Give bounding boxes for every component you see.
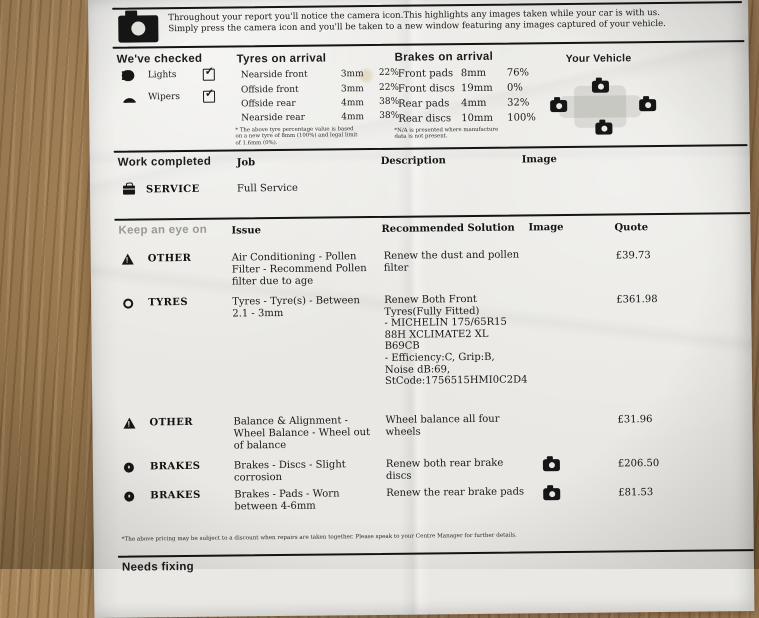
- column-header-description: Description: [380, 155, 446, 167]
- section-title-work-completed: Work completed: [117, 155, 212, 169]
- issue-row-quote: £39.73: [615, 250, 651, 262]
- brake-depth: 4mm: [461, 97, 487, 110]
- brake-percent: 100%: [507, 112, 536, 124]
- toolbox-icon: [123, 186, 135, 195]
- issue-row-category: OTHER: [149, 416, 194, 429]
- section-title-weve-checked: We've checked: [116, 52, 203, 66]
- tyre-percent: 22%: [378, 67, 399, 78]
- headlight-icon: [122, 69, 138, 81]
- divider: [118, 549, 754, 558]
- tyre-percent: 22%: [378, 82, 400, 93]
- tyre-position: Offside front: [240, 84, 299, 96]
- work-row-category: SERVICE: [145, 183, 200, 196]
- brake-component: Rear pads: [398, 98, 450, 110]
- camera-icon-image[interactable]: [543, 459, 560, 471]
- vehicle-outline: [559, 95, 641, 118]
- tyre-percent: 38%: [379, 110, 400, 121]
- tyre-percent: 38%: [379, 96, 400, 107]
- brake-component: Rear discs: [398, 113, 452, 125]
- issue-row-quote: £31.96: [617, 414, 653, 426]
- section-title-needs-fixing: Needs fixing: [121, 560, 195, 574]
- tyre-position: Nearside front: [240, 69, 308, 81]
- pricing-footnote: *The above pricing may be subject to a discount when repairs are taken together. Please speak to your Centre Manager for further details.: [121, 532, 517, 543]
- tyre-depth: 3mm: [340, 84, 364, 95]
- checked-item-label: Wipers: [147, 92, 181, 103]
- issue-row-category: BRAKES: [149, 460, 201, 473]
- brakes-footnote: *N/A is presented where manufacture data is not present.: [394, 126, 499, 141]
- brake-percent: 76%: [506, 67, 530, 79]
- intro-text: Throughout your report you'll notice the camera icon.This highlights any images taken while your car is with us. Simply press the camera icon and you'll be taken to a new window featuring any images captured of your vehicle.: [168, 8, 666, 35]
- camera-icon-front[interactable]: [592, 81, 609, 93]
- section-title-keep-an-eye-on: Keep an eye on: [118, 223, 208, 237]
- brake-component: Front discs: [397, 83, 455, 95]
- tyre-depth: 4mm: [341, 98, 364, 109]
- divider: [114, 144, 748, 153]
- issue-row-category: BRAKES: [150, 489, 201, 502]
- tyre-position: Nearside rear: [241, 112, 305, 124]
- column-header-quote: Quote: [614, 222, 649, 234]
- issue-row-category: TYRES: [148, 296, 188, 309]
- divider: [114, 212, 750, 221]
- issue-row-category: OTHER: [147, 252, 192, 265]
- camera-icon-rear[interactable]: [595, 123, 612, 135]
- tyre-icon: [123, 299, 133, 309]
- issue-row-issue: Brakes - Pads - Worn between 4-6mm: [234, 488, 340, 513]
- column-header-solution: Recommended Solution: [381, 222, 515, 235]
- column-header-issue: Issue: [231, 225, 262, 237]
- camera-icon: [118, 15, 158, 42]
- issue-row-issue: Balance & Alignment - Wheel Balance - Wheel out of balance: [233, 415, 371, 452]
- camera-icon-offside[interactable]: [639, 99, 656, 111]
- issue-row-solution: Wheel balance all four wheels: [385, 413, 500, 438]
- issue-row-solution: Renew both rear brake discs: [385, 457, 504, 482]
- brake-depth: 8mm: [460, 67, 487, 80]
- checkbox-checked-icon: [203, 69, 215, 81]
- column-header-image: Image: [521, 154, 557, 166]
- tyre-depth: 3mm: [340, 69, 364, 80]
- section-title-your-vehicle: Your Vehicle: [565, 52, 632, 66]
- issue-row-issue: Brakes - Discs - Slight corrosion: [233, 459, 346, 484]
- work-row-job: Full Service: [236, 182, 298, 195]
- issue-row-solution: Renew the rear brake pads: [386, 486, 525, 499]
- column-header-job: Job: [236, 157, 256, 169]
- checked-item-label: Lights: [147, 70, 177, 81]
- issue-row-solution: Renew Both Front Tyres(Fully Fitted) - MICHELIN 175/65R15 88H XCLIMATE2 XL B69CB - Efficiency:C, Grip:B, Noise dB:69, StCode:1756515HMI0C2D4: [384, 293, 528, 388]
- camera-icon-nearside[interactable]: [550, 100, 567, 112]
- brake-percent: 32%: [507, 97, 530, 109]
- wiper-icon: [121, 92, 138, 103]
- tyre-position: Offside rear: [241, 98, 296, 110]
- warning-triangle-icon: [122, 254, 134, 265]
- column-header-image: Image: [528, 222, 564, 234]
- issue-row-solution: Renew the dust and pollen filter: [383, 249, 520, 274]
- camera-icon-image[interactable]: [543, 488, 560, 500]
- issue-row-quote: £361.98: [616, 294, 658, 306]
- warning-triangle-icon: [123, 418, 135, 429]
- brake-depth: 19mm: [460, 82, 493, 95]
- issue-row-quote: £206.50: [617, 458, 660, 470]
- issue-row-quote: £81.53: [618, 487, 654, 499]
- brake-disc-icon: [124, 492, 134, 502]
- tyre-depth: 4mm: [341, 112, 365, 123]
- section-title-brakes-on-arrival: Brakes on arrival: [394, 50, 494, 64]
- divider: [113, 40, 745, 49]
- brake-component: Front pads: [397, 68, 454, 80]
- brake-depth: 10mm: [461, 112, 494, 125]
- checkbox-checked-icon: [203, 91, 215, 103]
- section-title-tyres-on-arrival: Tyres on arrival: [236, 52, 327, 66]
- issue-row-issue: Tyres - Tyre(s) - Between 2.1 - 3mm: [232, 295, 360, 320]
- issue-row-issue: Air Conditioning - Pollen Filter - Recommend Pollen filter due to age: [231, 251, 367, 288]
- service-report-paper: [88, 0, 754, 618]
- brake-percent: 0%: [506, 82, 523, 94]
- brake-disc-icon: [124, 463, 134, 473]
- tyres-footnote: * The above tyre percentage value is based on a new tyre of 8mm (100%) and legal limit of 1.6mm (0%).: [235, 126, 358, 147]
